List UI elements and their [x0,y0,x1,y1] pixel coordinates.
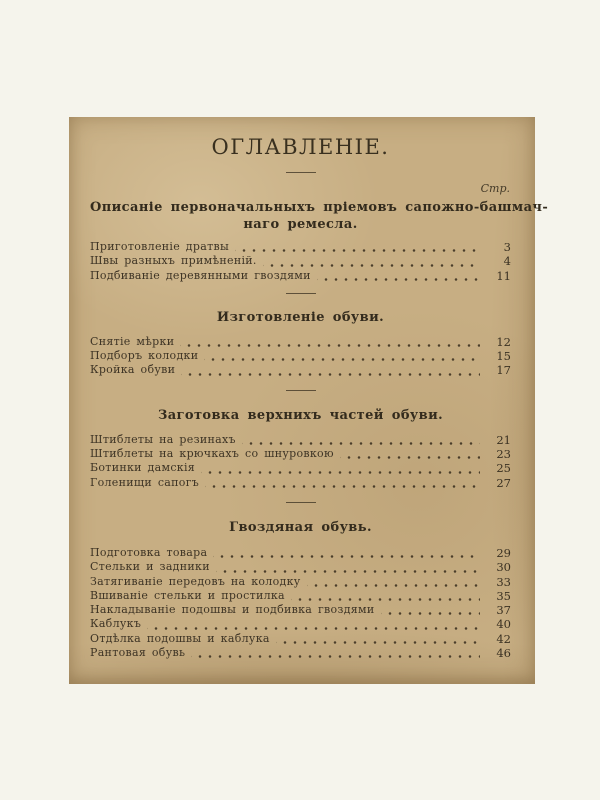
page-number: 29 [496,545,511,560]
toc-row [90,476,511,490]
page-number: 40 [496,617,511,632]
toc-row [90,575,511,589]
section-heading-line: наго ремесла. [243,217,358,232]
toc-row [90,335,511,349]
toc-entry-label: Отдѣлка подошвы и каблука [90,631,270,645]
page-number: 46 [496,646,511,661]
toc-section [90,519,511,660]
toc-entry-label: Приготовленіе дратвы [90,240,230,253]
section-heading-line: Описаніе первоначальныхъ пріемовъ сапожно-башмач- [90,200,549,215]
toc-entry-label: Накладываніе подошвы и подбивка гвоздями [90,603,375,617]
toc-entry-label: Штиблеты на резинахъ [90,432,236,446]
toc-entries [90,546,511,660]
dot-leader [242,433,480,447]
page-number: 12 [496,334,511,349]
toc-row [90,560,511,574]
toc-entry-label: Подготовка товара [90,545,208,559]
toc-entry-label: Подбиваніе деревянными гвоздями [90,268,311,282]
book-page [69,117,549,684]
toc-row [90,254,511,268]
dot-leader [204,349,480,363]
dot-leader [180,335,480,349]
toc-row [90,617,511,631]
toc-entry-label: Кройка обуви [90,363,176,377]
dot-leader [147,617,480,631]
page-number: 25 [496,461,511,476]
toc-row [90,546,511,560]
section-heading-line: Заготовка верхнихъ частей обуви. [157,407,444,423]
section-divider [286,293,316,294]
section-heading [90,519,511,536]
title-divider [286,172,316,173]
toc-entry-label: Стельки и задники [90,560,210,574]
dot-leader [263,254,480,268]
toc-row [90,269,511,283]
page-number: 35 [496,588,511,603]
toc-row [90,589,511,603]
dot-leader [213,546,480,560]
dot-leader [340,447,480,461]
toc-entry-label: Рантовая обувь [90,646,186,660]
page-number: 15 [496,349,511,364]
page-number: 4 [503,254,511,269]
toc-section [90,309,511,378]
toc-row [90,349,511,363]
page-number: 11 [496,268,511,283]
page-title: ОГЛАВЛЕНІЕ. [211,135,390,159]
toc-section [90,407,511,490]
section-divider [286,390,316,391]
page-number: 23 [496,447,511,462]
page-number: 30 [496,560,511,575]
toc-row [90,447,511,461]
toc-entry-label: Голенищи сапогъ [90,475,200,489]
toc-row [90,433,511,447]
dot-leader [201,461,480,475]
toc-entries [90,240,511,283]
dot-leader [276,632,480,646]
section-heading [90,199,549,233]
section-heading [90,309,511,326]
dot-leader [181,363,480,377]
page-number: 17 [496,363,511,378]
dot-leader [235,240,480,254]
dot-leader [205,476,480,490]
toc-entry-label: Вшиваніе стельки и простилка [90,588,285,602]
dot-leader [307,575,480,589]
page-number: 21 [496,432,511,447]
page-number: 33 [496,574,511,589]
toc-entry-label: Снятіе мѣрки [90,334,175,348]
toc-row [90,363,511,377]
toc-entries [90,433,511,490]
page-number: 3 [503,240,511,254]
page-number: 37 [496,603,511,618]
page-column-label: Стр. [480,182,510,195]
toc-row [90,603,511,617]
toc-row [90,646,511,660]
section-heading-line: Изготовленіе обуви. [216,309,385,325]
toc-entry-label: Швы разныхъ примѣненій. [90,254,257,268]
section-divider [286,502,316,503]
toc-entry-label: Подборъ колодки [90,349,199,363]
toc-entry-label: Штиблеты на крючкахъ со шнуровкою [90,447,334,461]
toc-entry-label: Затягиваніе передовъ на колодку [90,574,301,588]
toc-row [90,632,511,646]
dot-leader [291,589,480,603]
dot-leader [317,269,480,283]
dot-leader [381,603,480,617]
dot-leader [216,560,480,574]
section-heading-line: Гвоздяная обувь. [229,519,372,535]
toc-section [90,199,549,283]
toc-row [90,240,511,254]
section-heading [90,407,511,424]
page-number: 27 [496,475,511,490]
page-number: 42 [496,631,511,646]
toc-entry-label: Ботинки дамскія [90,461,196,475]
toc-entries [90,335,511,378]
dot-leader [191,646,480,660]
toc-row [90,461,511,475]
toc-entry-label: Каблукъ [90,617,142,631]
